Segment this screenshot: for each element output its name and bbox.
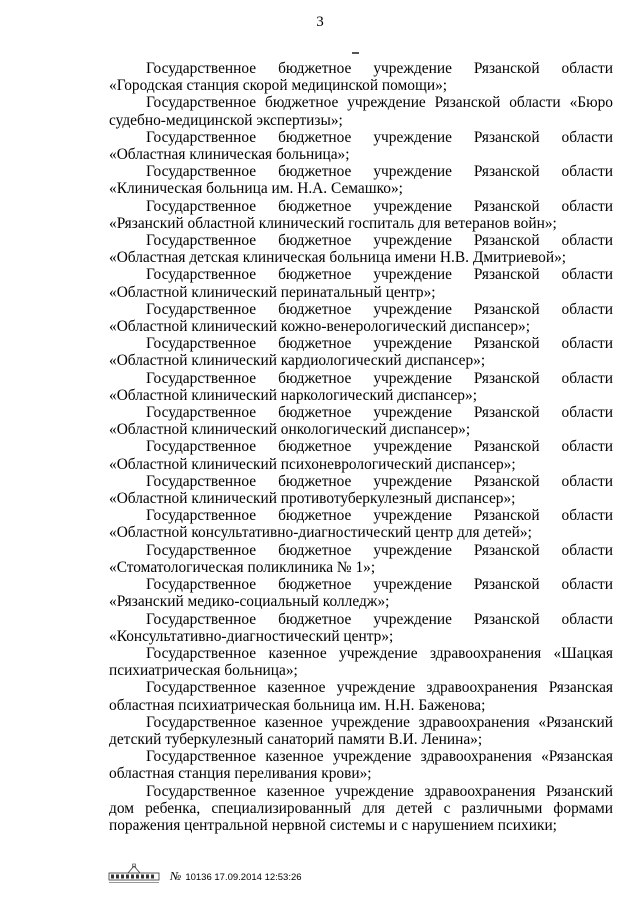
footer xyxy=(108,863,438,887)
document-body xyxy=(109,60,613,834)
list-item-continuation: «Областной клинический онкологический диспансер»; xyxy=(109,421,471,439)
page-number: 3 xyxy=(316,14,324,30)
list-item xyxy=(109,679,613,713)
list-item xyxy=(109,404,613,438)
list-item-first-line: Государственное бюджетное учреждение Рязанской области xyxy=(146,197,613,215)
list-item-first-line: Государственное бюджетное учреждение Рязанской области xyxy=(146,404,613,422)
list-item-continuation: «Областной клинический наркологический диспансер»; xyxy=(109,386,477,404)
list-item-continuation: «Областная клиническая больница»; xyxy=(109,146,350,164)
list-item-first-line: Государственное бюджетное учреждение Рязанской области xyxy=(146,610,613,628)
list-item-first-line: Государственное бюджетное учреждение Рязанской области xyxy=(146,60,613,77)
list-item-first-line: Государственное казенное учреждение здравоохранения Рязанская xyxy=(146,679,613,697)
list-item-continuation: «Областной клинический перинатальный центр»; xyxy=(109,283,436,301)
stamp-logo-icon xyxy=(108,863,160,885)
list-item-first-line: Государственное бюджетное учреждение Рязанской области xyxy=(146,541,613,559)
list-item xyxy=(109,232,613,266)
list-item-first-line: Государственное бюджетное учреждение Рязанской области xyxy=(146,576,613,594)
list-item xyxy=(109,748,613,782)
registration-number-date: 10136 17.09.2014 12:53:26 xyxy=(185,872,302,883)
list-item xyxy=(109,129,613,163)
list-item-continuation: областная психиатрическая больница им. Н.Н. Баженова; xyxy=(109,696,486,714)
list-item xyxy=(109,542,613,576)
list-item-first-line: Государственное казенное учреждение здравоохранения «Рязанская xyxy=(146,748,613,766)
list-item-continuation: «Городская станция скорой медицинской помощи»; xyxy=(109,77,448,95)
list-item xyxy=(109,198,613,232)
list-item-continuation: «Клиническая больница им. Н.А. Семашко»; xyxy=(109,180,403,198)
list-item xyxy=(109,163,613,197)
list-item-continuation: детский туберкулезный санаторий памяти В.И. Ленина»; xyxy=(109,730,483,748)
registration-mark xyxy=(170,869,302,884)
list-item xyxy=(109,60,613,94)
list-item-continuation: «Областная детская клиническая больница имени Н.В. Дмитриевой»; xyxy=(109,249,567,267)
list-item-first-line: Государственное бюджетное учреждение Рязанской области xyxy=(146,369,613,387)
list-item-continuation: «Рязанский медико-социальный колледж»; xyxy=(109,593,390,611)
list-item: Государственное бюджетное учреждение Рязанской области «Бюро судебно-медицинской экспертизы»; xyxy=(109,94,613,129)
list-item-continuation: «Стоматологическая поликлиника № 1»; xyxy=(109,558,376,576)
list-item-continuation: психиатрическая больница»; xyxy=(109,662,298,680)
list-item-continuation: «Областной клинический противотуберкулезный диспансер»; xyxy=(109,490,516,508)
list-item: Государственное казенное учреждение здравоохранения Рязанский дом ребенка, специализированный для детей с различными формами поражения центральной нервной системы и с нарушением психики; xyxy=(109,782,613,834)
list-item xyxy=(109,370,613,404)
list-item-first-line: Государственное казенное учреждение здравоохранения «Шацкая xyxy=(146,644,613,662)
list-item-first-line: Государственное бюджетное учреждение Рязанской области xyxy=(146,472,613,490)
list-item xyxy=(109,507,613,541)
list-item-first-line: Государственное бюджетное учреждение Рязанской области xyxy=(146,163,613,181)
list-item-first-line: Государственное казенное учреждение здравоохранения «Рязанский xyxy=(146,713,613,731)
list-item-continuation: «Областной клинический кардиологический диспансер»; xyxy=(109,352,486,370)
list-item-first-line: Государственное бюджетное учреждение Рязанской области xyxy=(146,335,613,353)
list-item-first-line: Государственное бюджетное учреждение Рязанской области xyxy=(146,300,613,318)
list-item xyxy=(109,335,613,369)
list-item-first-line: Государственное бюджетное учреждение Рязанской области xyxy=(146,232,613,250)
list-item-continuation: «Областной консультативно-диагностический центр для детей»; xyxy=(109,524,532,542)
list-item-continuation: «Рязанский областной клинический госпиталь для ветеранов войн»; xyxy=(109,214,557,232)
list-item-continuation: «Областной клинический кожно-венерологический диспансер»; xyxy=(109,318,530,336)
list-item xyxy=(109,301,613,335)
list-item xyxy=(109,576,613,610)
list-item xyxy=(109,438,613,472)
list-item-first-line: Государственное бюджетное учреждение Рязанской области xyxy=(146,507,613,525)
list-item xyxy=(109,645,613,679)
list-item-continuation: «Консультативно-диагностический центр»; xyxy=(109,627,394,645)
list-item xyxy=(109,714,613,748)
list-item-first-line: Государственное бюджетное учреждение Рязанской области xyxy=(146,266,613,284)
list-item-continuation: «Областной клинический психоневрологический диспансер»; xyxy=(109,455,516,473)
scan-speck xyxy=(352,52,359,54)
list-item-first-line: Государственное бюджетное учреждение Рязанской области xyxy=(146,128,613,146)
list-item-first-line: Государственное бюджетное учреждение Рязанской области xyxy=(146,438,613,456)
list-item xyxy=(109,611,613,645)
list-item-continuation: областная станция переливания крови»; xyxy=(109,765,372,783)
list-item xyxy=(109,473,613,507)
list-item xyxy=(109,266,613,300)
number-symbol: № xyxy=(170,869,182,883)
